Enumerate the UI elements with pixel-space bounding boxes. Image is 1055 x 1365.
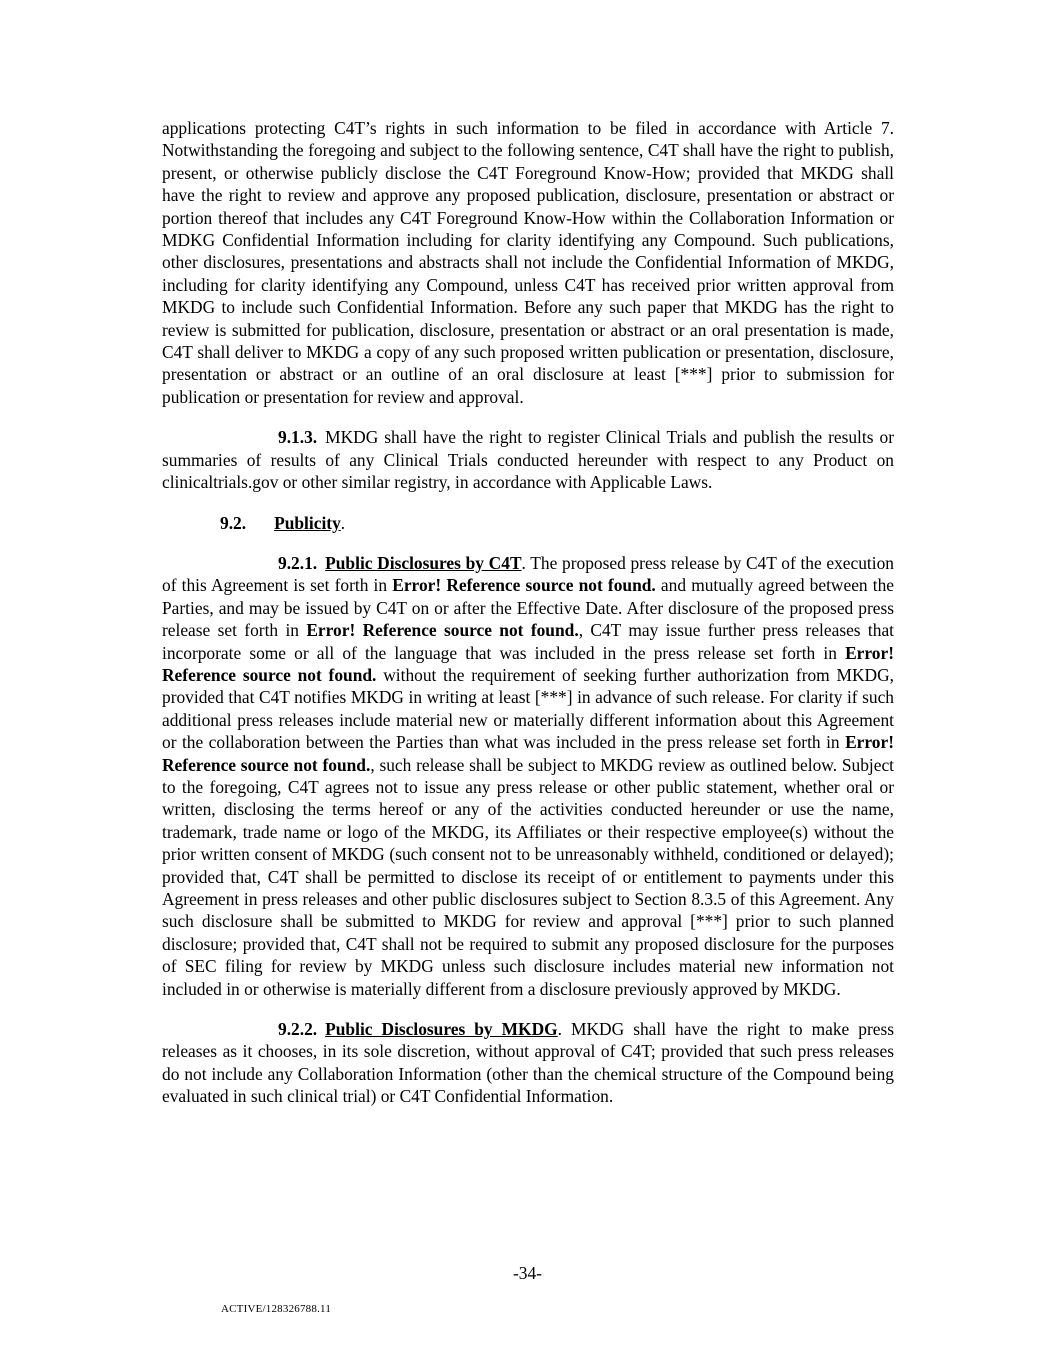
section-number: 9.2.2. <box>278 1019 318 1040</box>
section-text: , such release shall be subject to MKDG review as outlined below. Subject to the foregoing, C4T agrees not to issue any press release or other public statement, whether oral or written, disclosing the terms hereof or any of the activities conducted hereunder or use the name, trademark, trade name or logo of the MKDG, its Affiliates or their respective employee(s) without the prior written consent of MKDG (such consent not to be unreasonably withheld, conditioned or delayed); provided that, C4T shall be permitted to disclose its receipt of or entitlement to payments under this Agreement in press releases and other public disclosures subject to Section 8.3.5 of this Agreement. Any such disclosure shall be submitted to MKDG for review and approval [***] prior to such planned disclosure; provided that, C4T shall not be required to submit any proposed disclosure for the purposes of SEC filing for review by MKDG unless such disclosure includes material new information not included in or otherwise is materially different from a disclosure previously approved by MKDG. <box>162 754 894 999</box>
section-text: , C4T may issue further press releases that incorporate some or all of the language that was included in the press release set forth in <box>162 620 894 663</box>
section-9-2-heading <box>220 512 894 534</box>
section-text: . The proposed press release by C4T of the execution of this Agreement is set forth in <box>162 552 894 596</box>
page-number: -34- <box>513 1263 542 1283</box>
section-number: 9.2.1. <box>278 552 318 573</box>
section-9-2-2 <box>162 1018 894 1108</box>
section-title-trail: . <box>340 512 346 533</box>
section-text: and mutually agreed between the Parties, and may be issued by C4T on or after the Effective Date. After disclosure of the proposed press release set forth in <box>162 575 895 641</box>
section-title: Public Disclosures by C4T <box>325 552 522 573</box>
section-text: without the requirement of seeking further authorization from MKDG, provided that C4T notifies MKDG in writing at least [***] in advance of such release. For clarity if such additional press releases include material new or materially different information about this Agreement or the collaboration between the Parties than what was included in the press release set forth in <box>162 664 894 753</box>
reference-error: Error! Reference source not found. <box>162 732 894 775</box>
section-9-2-1 <box>162 552 894 1000</box>
document-id: ACTIVE/128326788.11 <box>221 1303 332 1315</box>
section-number: 9.1.3. <box>278 427 318 448</box>
reference-error: Error! Reference source not found. <box>162 642 894 685</box>
section-9-1-3 <box>162 426 894 493</box>
reference-error: Error! Reference source not found. <box>306 620 579 641</box>
section-number: 9.2. <box>220 512 247 533</box>
section-text: MKDG shall have the right to register Clinical Trials and publish the results or summaries of results of any Clinical Trials conducted hereunder with respect to any Product on clinicaltrials.gov or other similar registry, in accordance with Applicable Laws. <box>162 427 894 493</box>
section-title: Public Disclosures by MKDG <box>325 1019 558 1040</box>
paragraph-text: applications protecting C4T’s rights in such information to be filed in accordance with Article 7. Notwithstanding the foregoing and subject to the following sentence, C4T shall have the right to publish, present, or otherwise publicly disclose the C4T Foreground Know-How; provided that MKDG shall have the right to review and approve any proposed publication, disclosure, presentation or abstract or portion thereof that includes any C4T Foreground Know-How within the Collaboration Information or MDKG Confidential Information including for clarity identifying any Compound. Such publications, other disclosures, presentations and abstracts shall not include the Confidential Information of MKDG, including for clarity identifying any Compound, unless C4T has received prior written approval from MKDG to include such Confidential Information. Before any such paper that MKDG has the right to review is submitted for publication, disclosure, presentation or abstract or an oral presentation is made, C4T shall deliver to MKDG a copy of any such proposed written publication or presentation, disclosure, presentation or abstract or an outline of an oral disclosure at least [***] prior to submission for publication or presentation for review and approval. <box>162 118 894 407</box>
section-text: . MKDG shall have the right to make press releases as it chooses, in its sole discretion, without approval of C4T; provided that such press releases do not include any Collaboration Information (other than the chemical structure of the Compound being evaluated in such clinical trial) or C4T Confidential Information. <box>162 1019 894 1107</box>
document-body <box>162 117 894 1126</box>
section-title: Publicity <box>274 512 341 533</box>
paragraph-continuation <box>162 117 894 408</box>
reference-error: Error! Reference source not found. <box>392 575 656 596</box>
